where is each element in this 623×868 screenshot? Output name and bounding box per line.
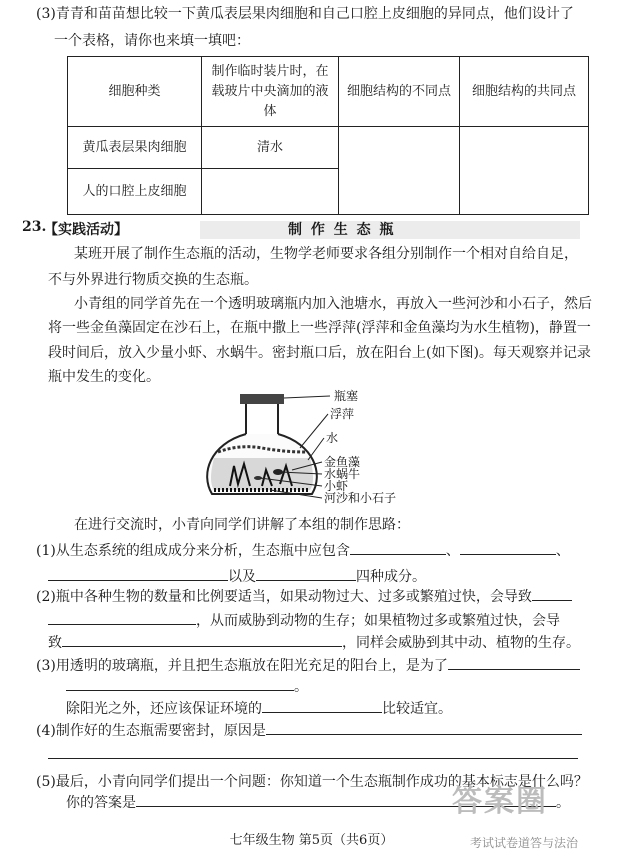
- sub2-line2: [48, 610, 588, 631]
- answer-blank-2a[interactable]: [532, 586, 572, 601]
- header-cell-type: 细胞种类: [68, 57, 202, 127]
- sub3-text-c: 比较适宜。: [382, 701, 452, 717]
- answer-cell-differences[interactable]: [339, 127, 460, 215]
- sub1-text-c: 四种成分。: [356, 569, 426, 585]
- stopper-icon: [240, 394, 284, 404]
- page-footer: 七年级生物 第5页（共6页）: [229, 833, 394, 848]
- sub4-line2: [48, 744, 588, 765]
- answer-blank-3c[interactable]: [262, 698, 382, 713]
- sub1-line1: (1)从生态系统的组成成分来分析，生态瓶中应包含 、 、: [36, 540, 576, 561]
- para2-line4: 瓶中发生的变化。: [48, 369, 160, 385]
- header-liquid: 制作临时装片时，在载玻片中央滴加的液体: [202, 57, 339, 127]
- sub5-text-b: 你的答案是: [66, 795, 136, 811]
- para2-line2: 将一些金鱼藻固定在沙石上，在瓶中撒上一些浮萍(浮萍和金鱼藻均为水生植物)，静置一: [48, 320, 591, 336]
- table-header-row: [68, 57, 589, 127]
- sub3-line3: [66, 698, 606, 719]
- answer-blank-1b[interactable]: [460, 540, 556, 555]
- sub2-text-a: (2)瓶中各种生物的数量和比例要适当，如果动物过大、过多或繁殖过快，会导致: [36, 589, 532, 605]
- label-shrimp: 小虾: [324, 479, 349, 493]
- activity-tag: 【实践活动】: [44, 222, 128, 238]
- header-differences: 细胞结构的不同点: [339, 57, 460, 127]
- label-hornwort: 金鱼藻: [324, 455, 361, 469]
- answer-blank-1a[interactable]: [350, 540, 446, 555]
- watermark-account: 考试试卷道答与法治: [470, 836, 579, 850]
- watermark-stamp: 答案圈: [452, 784, 548, 819]
- para2-line1: 小青组的同学首先在一个透明玻璃瓶内加入池塘水，再放入一些河沙和小石子，然后: [74, 296, 592, 312]
- para2-line3: 段时间后，放入少量小虾、水蜗牛。密封瓶口后，放在阳台上(如下图)。每天观察并记录: [48, 345, 591, 361]
- answer-blank-4b[interactable]: [48, 744, 578, 759]
- cell-liquid-cucumber: 清水: [202, 127, 339, 169]
- cell-type-oral: 人的口腔上皮细胞: [68, 169, 202, 215]
- cell-liquid-oral[interactable]: [202, 169, 339, 215]
- sub1-line2: [48, 566, 588, 587]
- answer-blank-1d[interactable]: [256, 566, 356, 581]
- q3-intro-line1: (3)青青和苗苗想比较一下黄瓜表层果肉细胞和自己口腔上皮细胞的异同点，他们设计了: [36, 6, 574, 22]
- sub4-text-a: (4)制作好的生态瓶需要密封，原因是: [36, 723, 266, 739]
- section-title: 制 作 生 态 瓶: [288, 222, 396, 238]
- answer-cell-similarities[interactable]: [460, 127, 589, 215]
- label-snail: 水蜗牛: [324, 467, 361, 481]
- label-water: 水: [326, 431, 339, 445]
- sub2-text-c: 致: [48, 635, 62, 651]
- answer-blank-1c[interactable]: [48, 566, 228, 581]
- sub3-line2: 。: [66, 676, 606, 697]
- answer-blank-4a[interactable]: [266, 720, 582, 735]
- header-similarities: 细胞结构的共同点: [460, 57, 589, 127]
- answer-blank-2c[interactable]: [62, 632, 342, 647]
- sub2-text-b: ，从而威胁到动物的生存；如果植物过多或繁殖过快，会导: [196, 613, 560, 629]
- answer-blank-2b[interactable]: [48, 610, 196, 625]
- q3-intro-line2: 一个表格，请你也来填一填吧：: [54, 33, 250, 49]
- label-sand: 河沙和小石子: [324, 491, 397, 505]
- cell-type-cucumber: 黄瓜表层果肉细胞: [68, 127, 202, 169]
- sub3-line1: [36, 655, 576, 676]
- answer-blank-3b[interactable]: [66, 676, 294, 691]
- label-duckweed: 浮萍: [330, 407, 355, 421]
- para1-line2: 不与外界进行物质交换的生态瓶。: [48, 272, 258, 288]
- para1-line1: 某班开展了制作生态瓶的活动，生物学老师要求各组分别制作一个相对自给自足，: [74, 246, 578, 262]
- sub5-line2: 你的答案是 。: [66, 792, 606, 813]
- answer-blank-3a[interactable]: [448, 655, 580, 670]
- sub2-line1: [36, 586, 576, 607]
- question-number: 23.: [22, 219, 47, 235]
- table-row: [68, 127, 589, 169]
- sub2-line3: [48, 632, 588, 653]
- sub1-text-a: (1)从生态系统的组成成分来分析，生态瓶中应包含: [36, 543, 350, 559]
- sub4-line1: [36, 720, 576, 741]
- label-stopper: 瓶塞: [334, 389, 359, 403]
- sub3-text-a: (3)用透明的玻璃瓶，并且把生态瓶放在阳光充足的阳台上，是为了: [36, 658, 448, 674]
- sub3-text-b: 除阳光之外，还应该保证环境的: [66, 701, 262, 717]
- sub1-text-b: 以及: [228, 569, 256, 585]
- eco-bottle-diagram: [200, 386, 430, 510]
- comparison-table: [67, 56, 589, 215]
- sub2-text-d: ，同样会威胁到其中动、植物的生存。: [342, 635, 580, 651]
- sub5-line1: (5)最后，小青向同学们提出一个问题：你知道一个生态瓶制作成功的基本标志是什么吗？: [36, 774, 588, 790]
- exchange-intro: 在进行交流时，小青向同学们讲解了本组的制作思路：: [74, 517, 410, 533]
